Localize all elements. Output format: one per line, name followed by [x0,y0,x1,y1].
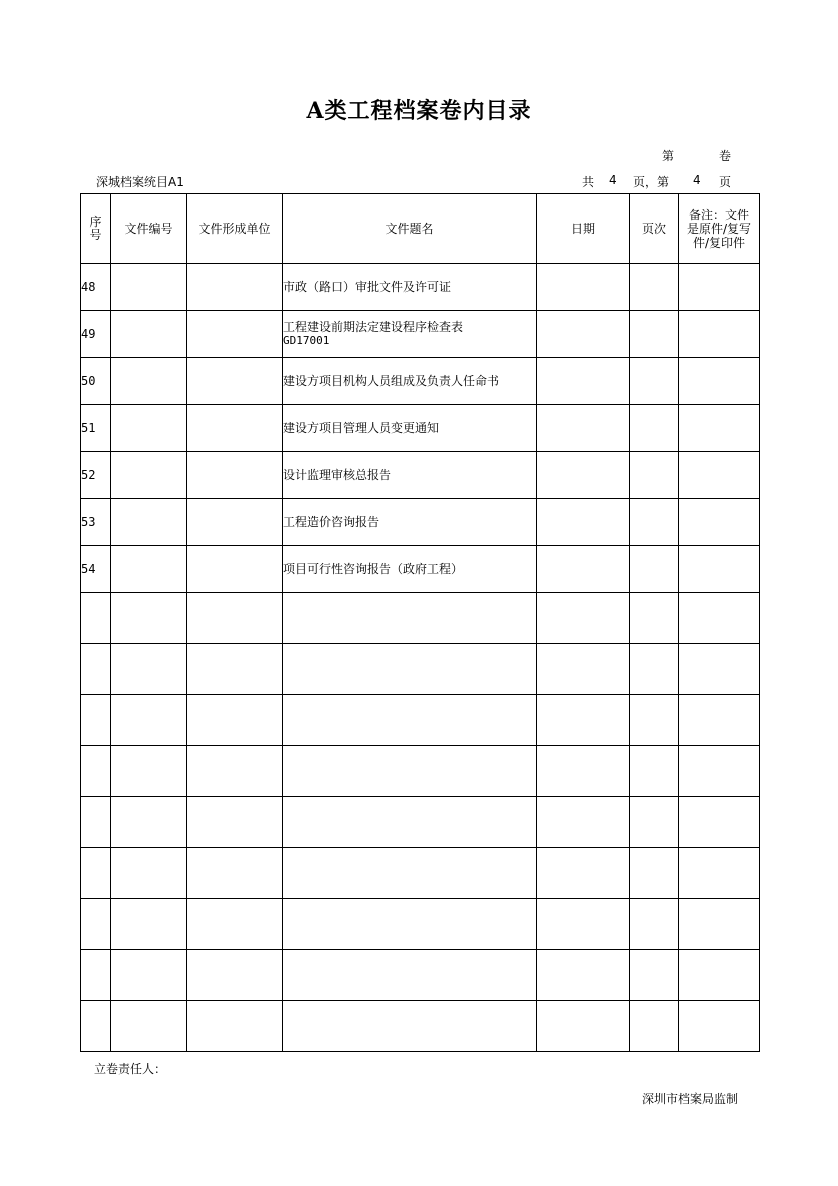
cell-pages [630,358,679,405]
cell-date [537,311,630,358]
empty-cell [679,797,760,848]
table-row-empty [81,695,760,746]
table-row-empty [81,899,760,950]
cell-title-text: 市政（路口）审批文件及许可证 [283,280,452,294]
table-row-empty [81,1001,760,1052]
cell-remark [679,546,760,593]
cell-title [283,546,537,593]
empty-cell [630,950,679,1001]
empty-cell [81,746,111,797]
table-row [81,499,760,546]
cell-unit [187,311,283,358]
empty-cell [537,899,630,950]
table-row [81,311,760,358]
empty-cell [81,593,111,644]
volume-label-juan: 卷 [719,149,732,163]
cell-date [537,358,630,405]
table-row-empty [81,593,760,644]
cell-seq: 48 [81,264,111,311]
cell-title-text: 建设方项目机构人员组成及负责人任命书 [283,374,500,388]
cell-title [283,358,537,405]
empty-cell [111,950,187,1001]
cell-title-text: 设计监理审核总报告 [283,468,392,482]
empty-cell [630,797,679,848]
empty-cell [111,848,187,899]
empty-cell [187,848,283,899]
empty-cell [81,899,111,950]
empty-cell [187,950,283,1001]
empty-cell [679,1001,760,1052]
empty-cell [630,848,679,899]
table-row-empty [81,644,760,695]
cell-unit [187,358,283,405]
empty-cell [283,899,537,950]
empty-cell [630,746,679,797]
cell-seq: 49 [81,311,111,358]
header-unit: 文件形成单位 [187,194,283,264]
header-title: 文件题名 [283,194,537,264]
cell-file-no [111,311,187,358]
empty-cell [283,797,537,848]
cell-title [283,452,537,499]
table-row [81,358,760,405]
cell-file-no [111,452,187,499]
page-total-suffix: 页，第 [633,175,670,189]
cell-file-no [111,546,187,593]
empty-cell [81,695,111,746]
cell-remark [679,311,760,358]
cell-pages [630,546,679,593]
empty-cell [81,848,111,899]
cell-title-text: 工程造价咨询报告 [283,515,380,529]
empty-cell [283,644,537,695]
empty-cell [81,644,111,695]
cell-pages [630,311,679,358]
empty-cell [679,593,760,644]
cell-title-text: 建设方项目管理人员变更通知 [283,421,440,435]
cell-unit [187,405,283,452]
empty-cell [111,593,187,644]
page-current-value: 4 [693,173,701,187]
empty-cell [187,644,283,695]
empty-cell [537,695,630,746]
cell-pages [630,264,679,311]
empty-cell [537,848,630,899]
responsible-label: 立卷责任人： [94,1062,167,1076]
cell-unit [187,264,283,311]
empty-cell [187,746,283,797]
empty-cell [679,746,760,797]
cell-pages [630,499,679,546]
page-current-suffix: 页 [719,175,732,189]
empty-cell [679,848,760,899]
table-row [81,452,760,499]
empty-cell [187,899,283,950]
cell-remark [679,452,760,499]
cell-seq: 50 [81,358,111,405]
empty-cell [81,950,111,1001]
cell-unit [187,499,283,546]
page-total-prefix: 共 [582,175,595,189]
empty-cell [630,1001,679,1052]
empty-cell [111,899,187,950]
empty-cell [630,593,679,644]
empty-cell [283,593,537,644]
empty-cell [537,593,630,644]
table-row-empty [81,848,760,899]
cell-seq: 53 [81,499,111,546]
cell-file-no [111,358,187,405]
empty-cell [679,899,760,950]
empty-cell [679,950,760,1001]
cell-date [537,452,630,499]
empty-cell [187,695,283,746]
empty-cell [630,695,679,746]
empty-cell [111,644,187,695]
cell-remark [679,499,760,546]
empty-cell [81,1001,111,1052]
page-title: A类工程档案卷内目录 [306,98,532,124]
cell-pages [630,405,679,452]
cell-title [283,264,537,311]
empty-cell [187,797,283,848]
header-date: 日期 [537,194,630,264]
cell-unit [187,546,283,593]
issuer-label: 深圳市档案局监制 [642,1092,739,1106]
empty-cell [283,1001,537,1052]
header-file-no: 文件编号 [111,194,187,264]
cell-title [283,311,537,358]
empty-cell [187,593,283,644]
table-row-empty [81,950,760,1001]
cell-seq: 51 [81,405,111,452]
empty-cell [283,950,537,1001]
empty-cell [81,797,111,848]
cell-date [537,499,630,546]
cell-remark [679,405,760,452]
cell-seq: 52 [81,452,111,499]
empty-cell [679,644,760,695]
catalog-table [80,193,760,1052]
table-row [81,546,760,593]
table-row-empty [81,746,760,797]
cell-file-no [111,499,187,546]
volume-label-di: 第 [662,149,675,163]
empty-cell [537,1001,630,1052]
table-row [81,264,760,311]
cell-date [537,405,630,452]
cell-title-text: 项目可行性咨询报告（政府工程） [283,562,464,576]
cell-file-no [111,264,187,311]
empty-cell [283,848,537,899]
header-pages: 页次 [630,194,679,264]
cell-date [537,546,630,593]
header-row [81,194,760,264]
empty-cell [679,695,760,746]
header-remark: 备注：文件 是原件/复写 件/复印件 [679,194,760,264]
cell-seq: 54 [81,546,111,593]
empty-cell [630,644,679,695]
empty-cell [111,1001,187,1052]
table-row [81,405,760,452]
cell-title [283,499,537,546]
form-code: 深城档案统目A1 [96,175,184,189]
empty-cell [111,695,187,746]
cell-title-code: GD17001 [283,334,330,347]
header-seq: 序号 [81,194,111,264]
cell-title [283,405,537,452]
cell-file-no [111,405,187,452]
table-row-empty [81,797,760,848]
empty-cell [283,746,537,797]
empty-cell [111,746,187,797]
cell-pages [630,452,679,499]
empty-cell [630,899,679,950]
cell-remark [679,264,760,311]
cell-title-text: 工程建设前期法定建设程序检查表 [283,320,464,334]
empty-cell [537,797,630,848]
empty-cell [111,797,187,848]
page-total-value: 4 [609,173,617,187]
empty-cell [537,950,630,1001]
cell-date [537,264,630,311]
empty-cell [283,695,537,746]
cell-remark [679,358,760,405]
empty-cell [537,644,630,695]
empty-cell [537,746,630,797]
cell-unit [187,452,283,499]
empty-cell [187,1001,283,1052]
